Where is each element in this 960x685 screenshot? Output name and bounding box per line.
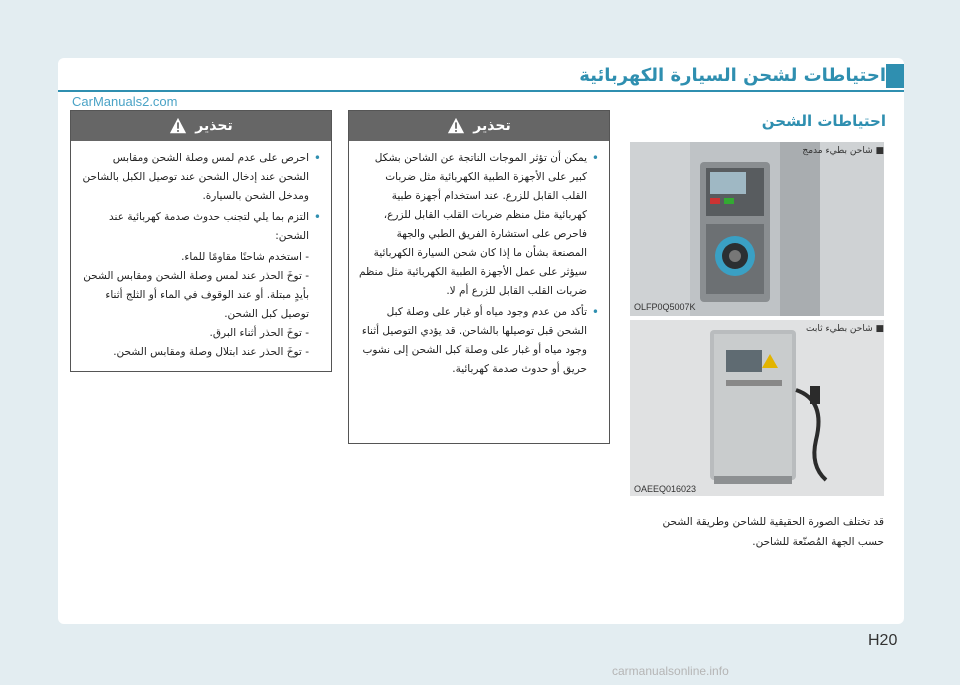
- figure-caption-stand: ■ شاحن بطيء ثابت: [806, 324, 884, 334]
- warning-left-subitem: - توخَ الحذر عند ابتلال وصلة ومقابس الشحن.: [113, 346, 309, 358]
- warning-middle-item: • يمكن أن تؤثر الموجات الناتجة عن الشاحن بشكل كبير على الأجهزة الطبية الكهربائية مثل ضربات القلب القابل للزرع. عند استخدام أجهزة طبية كهربائية مثل منظم ضربات القلب القابل للزرع، فاحرص على استشارة الفريق الطبي والجهة المصنعة بشأن ما إذا كان شحن السيارة الكهربائية سيؤثر على عمل الأجهزة الطبية الكهربائية مثل منظم ضربات القلب القابل للزرع أم لا.: [359, 149, 599, 301]
- warning-left-subitem: - توخَ الحذر عند لمس وصلة الشحن ومقابس الشحن بأيدٍ مبتلة. أو عند الوقوف في الماء أو الثلج أثناء توصيل كبل الشحن.: [83, 270, 309, 320]
- footer-watermark: carmanualsonline.info: [612, 664, 729, 678]
- figure-code-stand: OAEEQ016023: [634, 484, 697, 494]
- watermark-text: CarManuals2.com: [72, 94, 178, 109]
- title-rule: [58, 90, 904, 92]
- warning-body-left: [71, 141, 331, 370]
- warning-icon: [447, 117, 465, 135]
- warning-body-middle: [349, 141, 609, 389]
- subheading: احتياطات الشحن: [761, 112, 886, 130]
- warning-title-left: تحذير: [195, 118, 233, 134]
- warning-box-left: [70, 110, 332, 372]
- embedded-charger-illustration: [630, 142, 884, 316]
- warning-left-item: • التزم بما يلي لتجنب حدوث صدمة كهربائية عند الشحن:: [81, 208, 321, 246]
- page-number: H20: [868, 632, 898, 649]
- warning-header-left: [71, 111, 331, 141]
- warning-middle-item: • تأكد من عدم وجود مياه أو غبار على وصلة كبل الشحن قبل توصيلها بالشاحن. قد يؤدي التوصيل أثناء وجود مياه أو غبار على وصلة كبل الشحن إلى نشوب حريق أو حدوث صدمة كهربائية.: [359, 303, 599, 379]
- warning-header-middle: [349, 111, 609, 141]
- stand-charger-photo: [630, 320, 884, 496]
- stand-charger-illustration: [630, 320, 884, 496]
- warning-title-middle: تحذير: [473, 118, 511, 134]
- warning-left-item: • احرص على عدم لمس وصلة الشحن ومقابس الشحن عند إدخال الشحن عند توصيل الكبل بالشاحن ومدخل الشحن بالسيارة.: [81, 149, 321, 206]
- warning-left-subitem: - استخدم شاحنًا مقاومًا للماء.: [181, 251, 309, 263]
- figure-note: قد تختلف الصورة الحقيقية للشاحن وطريقة الشحن حسب الجهة المُصنّعة للشاحن.: [662, 516, 884, 548]
- warning-icon: [169, 117, 187, 135]
- figure-caption-embedded: ■ شاحن بطيء مدمج: [802, 146, 884, 156]
- warning-left-subitem: - توخَ الحذر أثناء البرق.: [209, 327, 309, 339]
- figure-code-embedded: OLFP0Q5007K: [634, 302, 696, 312]
- warning-box-middle: [348, 110, 610, 444]
- embedded-charger-photo: [630, 142, 884, 316]
- section-title: احتياطات لشحن السيارة الكهربائية: [579, 65, 886, 86]
- section-title-marker: [886, 64, 904, 88]
